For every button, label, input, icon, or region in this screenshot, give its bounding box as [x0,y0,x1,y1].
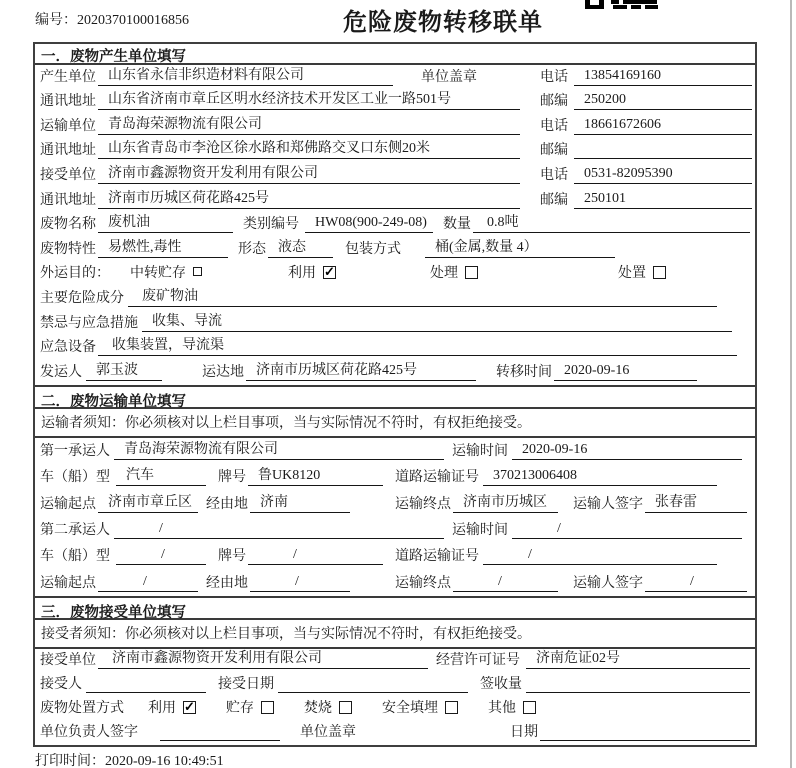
print-time-label: 打印时间： [35,754,105,768]
doc-number [35,9,189,29]
transport-time-label: 运输时间 [452,444,508,460]
receiver-label: 接受单位 [40,167,96,183]
checkbox-dispose [653,266,666,279]
accept-date-value [278,676,468,693]
doc-number-label: 编号： [35,13,77,28]
zip-value: 250101 [574,191,752,209]
row-accept-unit [35,649,755,673]
vehicle-type-value: 汽车 [116,464,206,486]
license-label: 经营许可证号 [436,652,520,668]
address-value: 济南市历城区荷花路425号 [98,187,520,209]
character-value: 易燃性,毒性 [98,236,228,258]
via-label: 经由地 [206,575,248,591]
packing-label: 包装方式 [345,241,401,257]
zip-value: 250200 [574,92,752,110]
responsible-sign-value [160,724,280,741]
section3-header: 三．废物接受单位填写 [35,596,755,620]
carrier-sign-label: 运输人签字 [573,575,643,591]
row-accept-person [35,673,755,697]
road-permit-value: 370213006408 [483,468,717,486]
phone-value: 0531-82095390 [574,166,752,184]
form-label: 形态 [238,241,266,257]
phone-value: 18661672606 [574,117,752,135]
transfer-time-value: 2020-09-16 [554,363,697,381]
row-transporter-address [35,139,755,164]
phone-value: 13854169160 [574,68,752,86]
page-right-edge-line [790,0,792,768]
row-route-1 [35,490,755,516]
checkbox-store [261,701,274,714]
transport-time-value: 2020-09-16 [512,442,742,460]
first-carrier-value: 青岛海荣源物流有限公司 [114,438,444,460]
transport-time-label: 运输时间 [452,522,508,538]
section3-notice: 接受者须知：你必须核对以上栏目事项，当与实际情况不符时，有权拒绝接受。 [35,620,755,649]
checkbox-other [523,701,536,714]
road-permit-label: 道路运输证号 [395,549,479,565]
unit-seal-label: 单位盖章 [300,725,356,741]
waste-name-label: 废物名称 [40,217,96,233]
address-value: 山东省青岛市李沧区徐水路和郑佛路交叉口东侧20米 [98,137,520,159]
packing-value: 桶(金属,数量 4） [425,236,615,258]
first-carrier-label: 第一承运人 [40,444,110,460]
address-label: 通讯地址 [40,192,96,208]
row-waste-name [35,213,755,238]
row-sender [35,360,755,385]
purpose-label: 外运目的： [40,266,110,282]
route-start-value: / [98,574,198,592]
row-emergency-equipment [35,336,755,361]
taboo-value: 收集、导流 [142,310,732,332]
print-time-value: 2020-09-16 10:49:51 [105,754,224,768]
route-start-label: 运输起点 [40,496,96,512]
checkbox-reuse [183,701,196,714]
route-start-value: 济南市章丘区 [98,491,198,513]
accept-unit-value: 济南市鑫源物资开发利用有限公司 [98,647,428,669]
section1-header: 一．废物产生单位填写 [35,44,755,65]
checkbox-burn [339,701,352,714]
second-carrier-label: 第二承运人 [40,522,110,538]
disposal-option-reuse: 利用 ✓ [148,697,196,717]
road-permit-value: / [483,547,717,565]
row-transfer-purpose [35,262,755,287]
phone-label: 电话 [540,167,568,183]
purpose-option-treat: 处理 [430,262,618,282]
accept-person-value [86,676,206,693]
phone-label: 电话 [540,118,568,134]
responsible-sign-label: 单位负责人签字 [40,725,138,741]
accept-person-label: 接受人 [40,676,82,692]
carrier-sign-value: / [645,574,747,592]
quantity-label: 数量 [443,217,471,233]
route-end-value: / [453,574,558,592]
character-label: 废物特性 [40,241,96,257]
checkbox-reuse [323,266,336,279]
route-start-label: 运输起点 [40,575,96,591]
via-value: / [250,574,350,592]
accept-date-label: 接受日期 [218,676,274,692]
accept-unit-label: 接受单位 [40,652,96,668]
date-value [540,724,750,741]
plate-value: / [248,547,383,565]
row-route-2 [35,569,755,595]
vehicle-type-label: 车（船）型 [40,470,110,486]
route-end-value: 济南市历城区 [453,491,558,513]
disposal-option-burn: 焚烧 [304,697,352,717]
row-producer [35,65,755,90]
qr-code-icon [585,0,661,10]
print-time [35,750,224,768]
plate-label: 牌号 [218,549,246,565]
row-vehicle-2 [35,543,755,569]
doc-number-value: 2020370100016856 [77,13,189,28]
receiver-value: 济南市鑫源物资开发利用有限公司 [98,162,520,184]
transport-time-value: / [512,521,742,539]
taboo-label: 禁忌与应急措施 [40,315,138,331]
row-waste-character [35,237,755,262]
vehicle-type-label: 车（船）型 [40,549,110,565]
carrier-sign-value: 张春雷 [645,491,747,513]
purpose-option-reuse: 利用 ✓ [288,262,430,282]
disposal-option-landfill: 安全填埋 [382,697,458,717]
via-value: 济南 [250,491,350,513]
row-producer-address [35,90,755,115]
date-label: 日期 [510,725,538,741]
hazard-label: 主要危险成分 [40,290,124,306]
route-end-label: 运输终点 [395,496,451,512]
license-value: 济南危证02号 [526,647,750,669]
via-label: 经由地 [206,496,248,512]
waste-name-value: 废机油 [98,211,233,233]
address-label: 通讯地址 [40,143,96,159]
category-value: HW08(900-249-08) [305,215,433,233]
purpose-option-storage: 中转贮存 [130,262,288,282]
destination-label: 运达地 [202,364,244,380]
zip-label: 邮编 [540,192,568,208]
row-transporter [35,114,755,139]
zip-value [574,142,752,159]
seal-label: 单位盖章 [421,69,477,85]
hazard-value: 废矿物油 [128,285,717,307]
producer-label: 产生单位 [40,69,96,85]
section2-notice: 运输者须知：你必须核对以上栏目事项，当与实际情况不符时，有权拒绝接受。 [35,409,755,438]
sender-label: 发运人 [40,364,82,380]
checkbox-treat [465,266,478,279]
disposal-option-other: 其他 [488,697,536,717]
address-value: 山东省济南市章丘区明水经济技术开发区工业一路501号 [98,88,520,110]
plate-label: 牌号 [218,470,246,486]
row-vehicle-1 [35,464,755,490]
received-qty-label: 签收量 [480,676,522,692]
row-taboo-measures [35,311,755,336]
row-first-carrier [35,438,755,464]
row-disposal-method [35,697,755,721]
route-end-label: 运输终点 [395,575,451,591]
plate-value: 鲁UK8120 [248,464,383,486]
carrier-sign-label: 运输人签字 [573,496,643,512]
purpose-option-dispose: 处置 [618,262,666,282]
zip-label: 邮编 [540,143,568,159]
disposal-method-label: 废物处置方式 [40,701,124,717]
section2-header: 二．废物运输单位填写 [35,385,755,409]
page-title: 危险废物转移联单 [343,10,543,36]
category-label: 类别编号 [243,217,299,233]
equipment-label: 应急设备 [40,340,96,356]
form-value: 液态 [268,236,333,258]
quantity-value: 0.8吨 [473,211,750,233]
received-qty-value [526,676,750,693]
disposal-option-store: 贮存 [226,697,274,717]
checkbox-storage [193,267,202,276]
row-receiver-address [35,188,755,213]
transfer-time-label: 转移时间 [496,364,552,380]
row-second-carrier [35,517,755,543]
manifest-form-table [33,42,757,747]
checkbox-landfill [445,701,458,714]
producer-value: 山东省永信非织造材料有限公司 [98,64,393,86]
transporter-value: 青岛海荣源物流有限公司 [98,113,520,135]
equipment-value: 收集装置，导流渠 [98,334,737,356]
destination-value: 济南市历城区荷花路425号 [246,359,476,381]
sender-value: 郭玉波 [86,359,162,381]
row-responsible-sign [35,721,755,745]
second-carrier-value: / [114,521,444,539]
address-label: 通讯地址 [40,94,96,110]
transporter-label: 运输单位 [40,118,96,134]
row-hazard-component [35,286,755,311]
road-permit-label: 道路运输证号 [395,470,479,486]
row-receiver [35,163,755,188]
phone-label: 电话 [540,69,568,85]
zip-label: 邮编 [540,94,568,110]
vehicle-type-value: / [116,547,206,565]
